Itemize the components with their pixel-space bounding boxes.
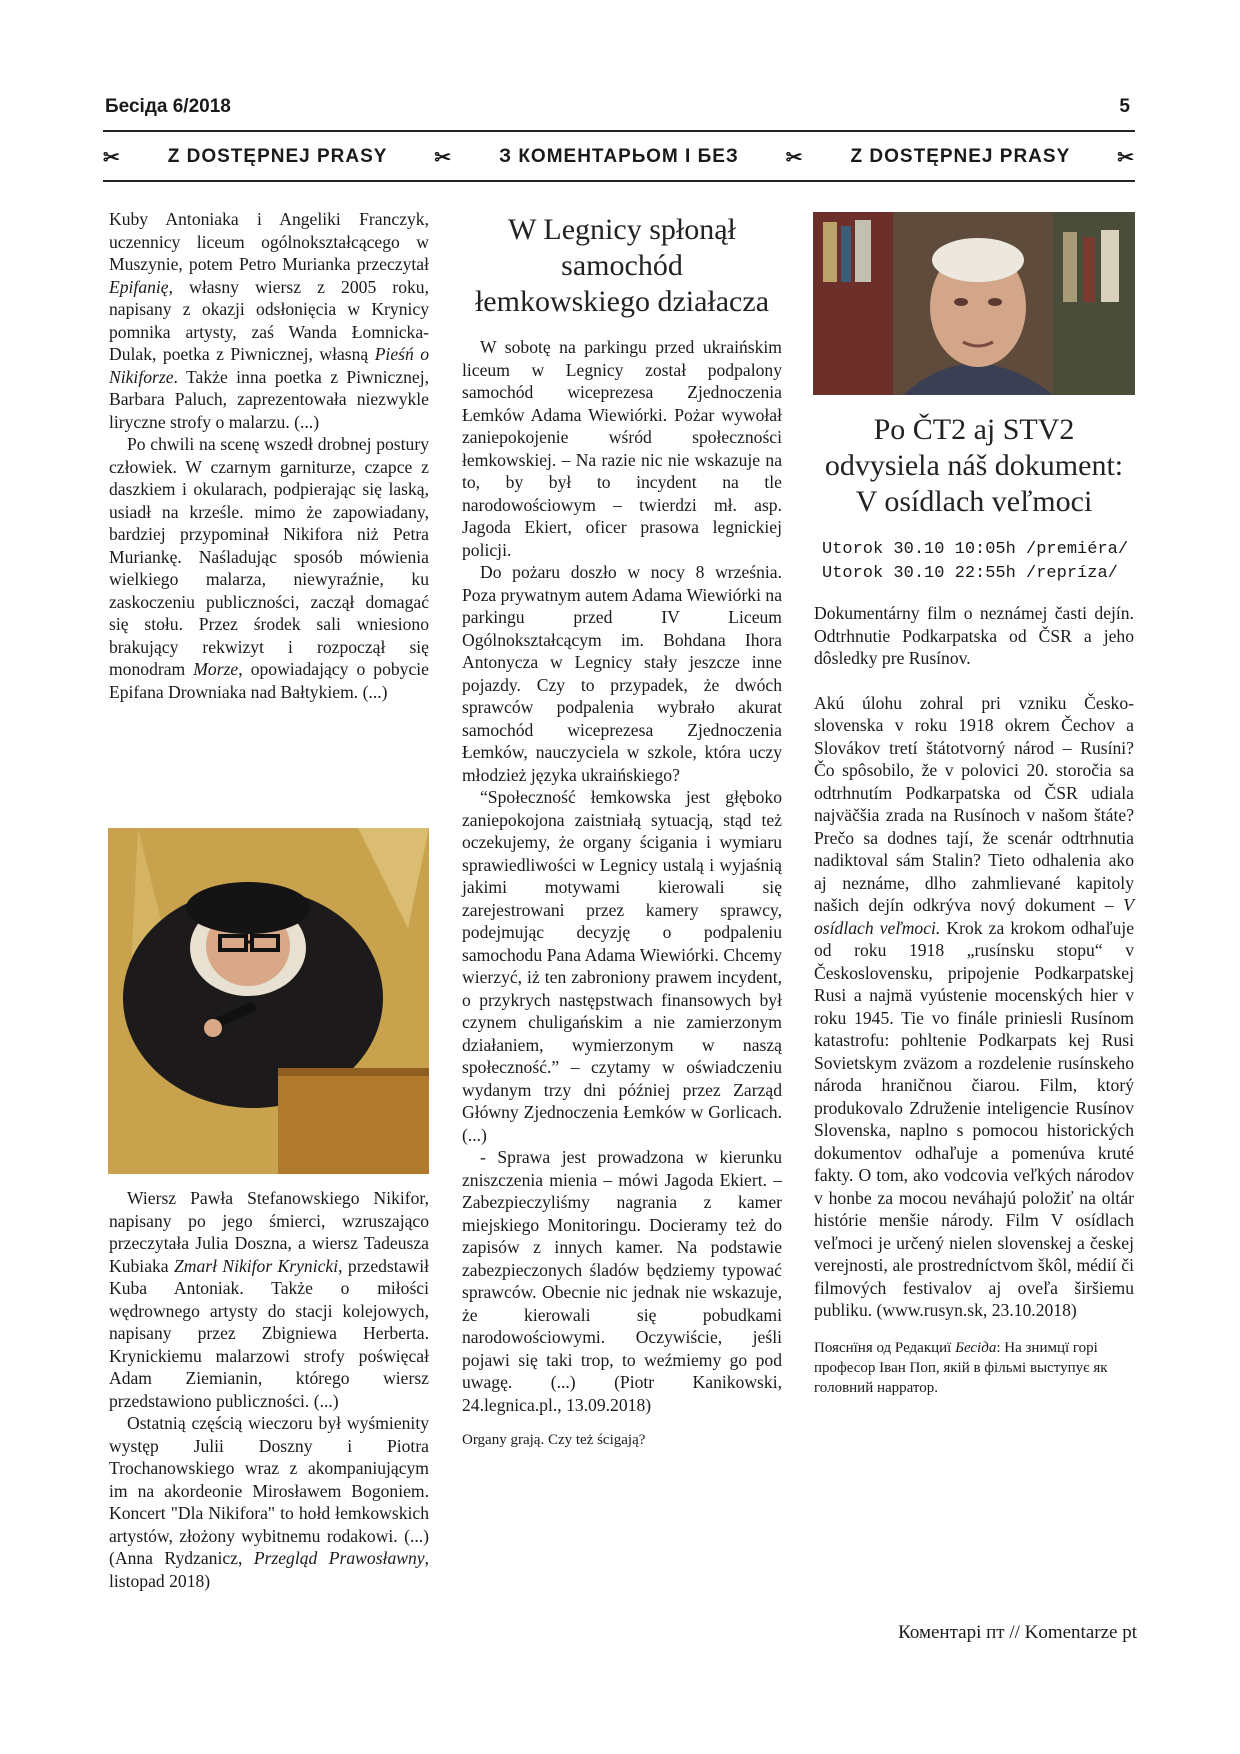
column-2-article (462, 212, 782, 1450)
banner-text-b: З КОМЕНТАРЬОМ І БЕЗ (499, 146, 739, 167)
editorial-note: Пояснїня од Редакциї Бесіда: На знимцї горі професор Іван Поп, якій в фільмі выступує як головний нарратор. (814, 1339, 1108, 1396)
page-signature: Коментарі пт // Komentarze pt (898, 1622, 1137, 1643)
issue-label: Бесіда 6/2018 (105, 96, 231, 117)
paragraph: Akú úlohu zohral pri vzniku Česko-slovenska v roku 1918 okrem Čechov a Slovákov tretí štátotvorný národ – Rusíni? Čo spôsobilo, že v polovici 20. storočia sa odtrhnutím Podkarpatska od ČSR udiala najväčšia zrada na Rusínoch v našom štáte? Prečo sa dodnes tají, že scenár odtrhnutia nadiktoval sám Stalin? Tieto odhalenia ako aj neznáme, dlho zahmlievané kapitoly našich dejín odkrýva nový dokument – V osídlach veľmoci. Krok za krokom odhaľuje od roku 1918 „rusínsku stopu“ v Československu, pripojenie Podkarpatskej Rusi a najmä vyústenie mocenských hier v roku 1945. Tie vo finále priniesli Rusínom katastrofu: pohltenie Podkarpats kej Rusi Sovietskym zväzom a rozdelenie rusínskeho národa hraničnou čiarou. Film, ktorý produkovalo Združenie inteligencie Rusínov Slovenska, naplno s pomocou historických dokumentov odhaľuje a pomenúva kruté fakty. O tom, ako vodcovia veľkých národov v honbe za mocou neváhajú položiť na oltár histórie menšie národy. Film V osídlach veľmoci je určený nielen slovenskej a českej verejnosti, ale prostredníctvom škôl, médií či filmových festivalov aj oveľa širšiemu publiku. (www.rusyn.sk, 23.10.2018) (814, 692, 1135, 1320)
professor-photo (813, 212, 1135, 395)
paragraph: “Społeczność łemkowska jest głęboko zaniepokojona zaistniałą sytuacją, stąd też oczekujemy, że organy ścigania i wymiaru sprawiedliwości w Legnicy ustalą i wyjaśnią jakimi motywami kierowali się zarejestrowani przez kamery sprawcy, podejmując decyzję o podpaleniu samochodu Pana Adama Wiewiórki. Chcemy wierzyć, iż ten zabroniony prawem incydent, o przykrych następstwach finansowych był czynem chuligańskim a nie zamierzonym działaniem, wymierzonym w naszą społeczność.” – czytamy w oświadczeniu wydanym trzy dni później przez Zarząd Główny Zjednoczenia Łemków w Gorlicach. (...) (462, 787, 782, 1145)
banner-text-a: Z DOSTĘPNEJ PRASY (167, 146, 388, 167)
paragraph: - Sprawa jest prowadzona w kierunku zniszczenia mienia – mówi Jagoda Ekiert. – Zabezpieczyliśmy nagrania z kamer miejskiego Monitoringu. Docieramy też do zapisów z innych kamer. Na podstawie zabezpieczonych śladów będziemy typować sprawców. Obecnie nic jednak nie wskazuje, że kierowali się pobudkami narodowościowymi. Oczywiście, jeśli pojawi się taki trop, to weźmiemy go pod uwagę. (...) (Piotr Kanikowski, 24.legnica.pl., 13.09.2018) (462, 1147, 782, 1415)
banner-text-c: Z DOSTĘPNEJ PRASY (850, 146, 1071, 167)
scissors-icon: ✂ (434, 146, 453, 169)
paragraph: Dokumentárny film o neznámej časti dejín. Odtrhnutie Podkarpatska od ČSR a jeho dôsledky pre Rusínov. (814, 603, 1134, 668)
section-banner (103, 140, 1135, 174)
paragraph: Ostatnią częścią wieczoru był wyśmienity występ Julii Doszny i Piotra Trochanowskiego wraz z akompaniującym im na akordeonie Mirosławem Bogoniem. Koncert "Dla Nikifora" to hołd łemkowskich artystów, złożony wybitnemu rodakowi. (...) (Anna Rydzanicz, Przegląd Prawosławny, listopad 2018) (109, 1413, 429, 1591)
page-number: 5 (1119, 96, 1130, 117)
article-headline: Po ČT2 aj STV2 odvysiela náš dokument: V osídlach veľmoci (824, 413, 1124, 518)
paragraph: Do pożaru doszło w nocy 8 września. Poza prywatnym autem Adama Wiewiórki na parkingu przed IV Liceum Ogólnokształcącym im. Bohdana Ihora Antonycza w Legnicy stały jeszcze inne pojazdy. Czy to przypadek, że dwóch sprawców podpalenia wybrało akurat samochód wiceprezesa Zjednoczenia Łemków, nauczyciela w szkole, która uczy młodzież języka ukraińskiego? (462, 562, 782, 785)
article-headline: W Legnicy spłonął samochód łemkowskiego działacza (474, 213, 770, 318)
header-rule-bottom (103, 180, 1135, 182)
scissors-icon: ✂ (1117, 146, 1135, 169)
column-1-article-continuation (109, 208, 429, 703)
paragraph: Kuby Antoniaka i Angeliki Franczyk, uczennicy liceum ogólnokształcącego w Muszynie, potem Petro Murianka przeczytał Epifanię, własny wiersz z 2005 roku, napisany z okazji odsłonięcia w Krynicy pomnika artysty, zaś Wanda Łomnicka-Dulak, poetka z Piwnicznej, własną Pieśń o Nikiforze. Także inna poetka z Piwnicznej, Barbara Paluch, zaprezentowała niezwykle liryczne strofy o malarzu. (...) (109, 209, 429, 432)
article-caption: Organy grają. Czy też ścigają? (462, 1432, 646, 1448)
paragraph: Wiersz Pawła Stefanowskiego Nikifor, napisany po jego śmierci, wzruszająco przeczytała Julia Doszna, a wiersz Tadeusza Kubiaka Zmarł Nikifor Krynicki, przedstawił Kuba Antoniak. Także o miłości wędrownego artysty do stacji kolejowych, napisany przez Zbigniewa Herberta. Krynickiemu malarzowi strofy poświęcał Adam Ziemianin, którego wiersz przedstawiono publiczności. (...) (109, 1188, 429, 1411)
broadcast-time-1: Utorok 30.10 10:05h /premiéra/ (822, 540, 1129, 559)
broadcast-time-2: Utorok 30.10 22:55h /repríza/ (822, 564, 1118, 583)
scissors-icon: ✂ (103, 146, 121, 169)
header-rule-top (103, 130, 1135, 132)
paragraph: Po chwili na scenę wszedł drobnej postury człowiek. W czarnym garniturze, czapce z daszkiem i okularach, podpierając się laską, usiadł na krześle. mimo że zapowiadany, bardziej przypominał Nikifora niż Petra Muriankę. Naśladując sposób mówienia wielkiego malarza, niewyraźnie, ku zaskoczeniu publiczności, zaczął domagać się stołu. Przez środek sali wniesiono brakujący rekwizyt i rozpoczął się monodram Morze, opowiadający o pobycie Epifana Drowniaka nad Bałtykiem. (...) (109, 434, 429, 702)
column-1-article-end (109, 1187, 429, 1592)
paragraph: W sobotę na parkingu przed ukraińskim liceum w Legnicy został podpalony samochód wiceprezesa Zjednoczenia Łemków Adama Wiewiórki. Pożar wywołał zaniepokojenie wśród społeczności łemkowskiej. – Na razie nic nie wskazuje na to, by był to incydent na tle narodowościowym – twierdzi mł. asp. Jagoda Ekiert, oficer prasowa legnickiej policji. (462, 337, 782, 560)
scissors-icon: ✂ (785, 146, 804, 169)
column-3-article (814, 412, 1134, 1398)
performer-photo (108, 828, 429, 1174)
